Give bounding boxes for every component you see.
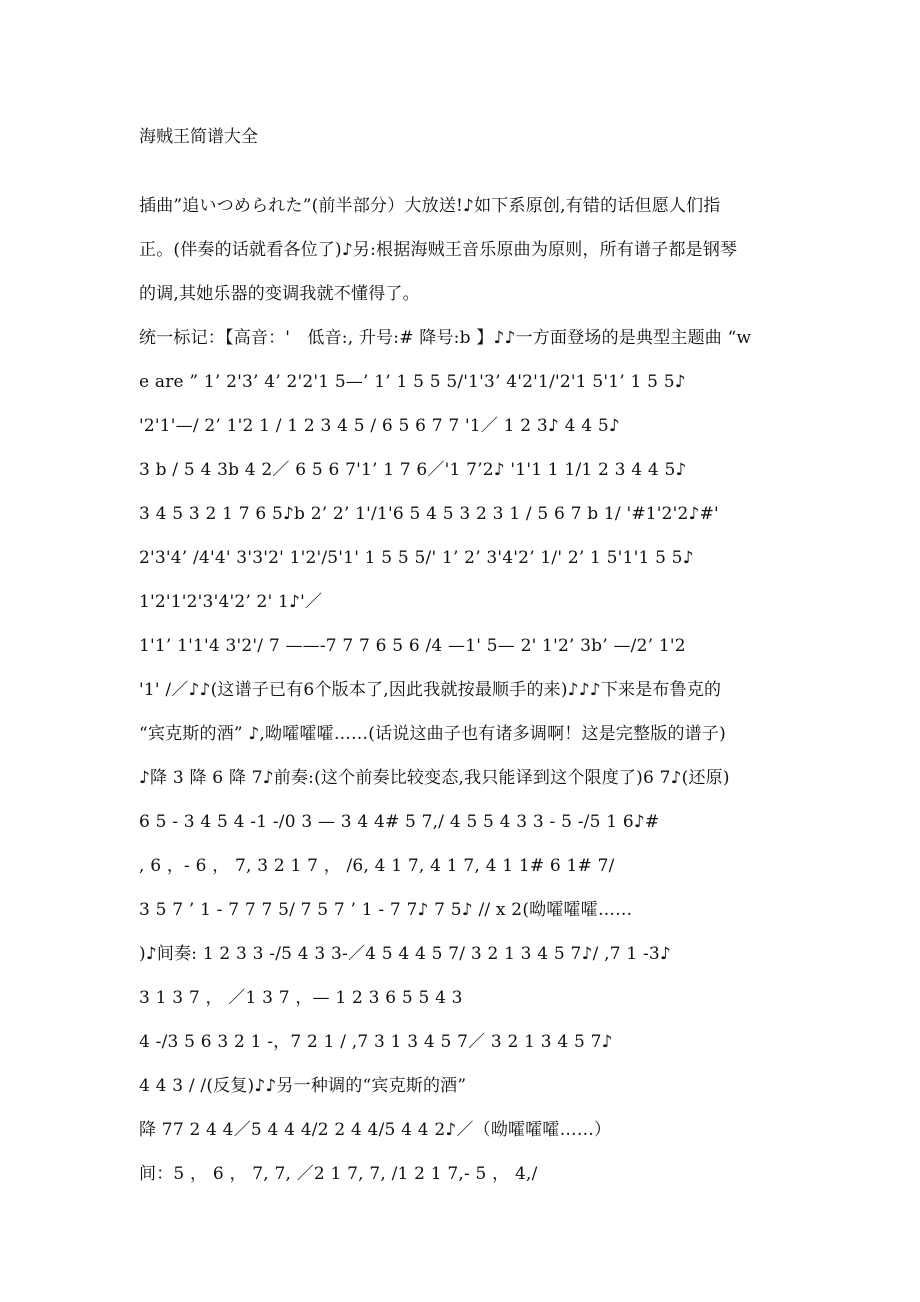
text-line: , 6 ，- 6 ， 7, 3 2 1 7 ， /6, 4 1 7, 4 1 7, 4 1 1# 6 1# 7/ <box>139 856 615 876</box>
text-line: 3 5 7 ’ 1 - 7 7 7 5/ 7 5 7 ’ 1 - 7 7♪ 7 5♪ // x 2(呦嚯嚯嚯…… <box>139 900 633 920</box>
text-line: 3 1 3 7 ， ／1 3 7 ，— 1 2 3 6 5 5 4 3 <box>139 988 463 1008</box>
text-line: 统一标记：【高音：' 低音:, 升号:# 降号:b 】♪♪一方面登场的是典型主题曲 “w <box>139 328 752 348</box>
text-line: '1' /／♪♪(这谱子已有6个版本了,因此我就按最顺手的来)♪♪♪下来是布鲁克的 <box>139 680 722 700</box>
text-line: 的调,其她乐器的变调我就不懂得了。 <box>139 284 420 304</box>
text-line: 1'1’ 1'1'4 3'2'/ 7 ——-7 7 7 6 5 6 /4 —1' 5— 2' 1'2’ 3b’ —/2’ 1'2 <box>139 636 686 656</box>
text-line: ♪降 3 降 6 降 7♪前奏:(这个前奏比较变态,我只能译到这个限度了)6 7♪(还原) <box>139 768 730 788</box>
text-line: 间：5 ， 6 ， 7, 7, ／2 1 7, 7, /1 2 1 7,- 5 ， 4,/ <box>139 1164 538 1184</box>
text-line: '2'1'—/ 2’ 1'2 1 / 1 2 3 4 5 / 6 5 6 7 7 '1／ 1 2 3♪ 4 4 5♪ <box>139 416 620 436</box>
text-line: 2'3'4’ /4'4' 3'3'2' 1'2'/5'1' 1 5 5 5/' 1’ 2’ 3'4'2’ 1/' 2’ 1 5'1'1 5 5♪ <box>139 548 694 568</box>
text-line: 6 5 - 3 4 5 4 -1 -/0 3 — 3 4 4# 5 7,/ 4 5 5 4 3 3 - 5 -/5 1 6♪# <box>139 812 660 832</box>
text-line: e are ” 1’ 2'3’ 4’ 2'2'1 5—’ 1’ 1 5 5 5/'1'3’ 4'2'1/'2'1 5'1’ 1 5 5♪ <box>139 372 686 392</box>
text-line: 1'2'1'2'3'4'2’ 2' 1♪'／ <box>139 592 323 612</box>
text-line: 3 4 5 3 2 1 7 6 5♪b 2’ 2’ 1'/1'6 5 4 5 3 2 3 1 / 5 6 7 b 1/ '#1'2'2♪#' <box>139 504 719 524</box>
text-line: 降 77 2 4 4／5 4 4 4/2 2 4 4/5 4 4 2♪／（呦嚯嚯嚯……） <box>139 1120 612 1140</box>
text-line: )♪间奏: 1 2 3 3 -/5 4 3 3-／4 5 4 4 5 7/ 3 2 1 3 4 5 7♪/ ,7 1 -3♪ <box>139 944 671 964</box>
text-line: “宾克斯的酒” ♪,呦嚯嚯嚯……(话说这曲子也有诸多调啊！这是完整版的谱子) <box>139 724 726 744</box>
text-line: 4 -/3 5 6 3 2 1 -，7 2 1 / ,7 3 1 3 4 5 7／ 3 2 1 3 4 5 7♪ <box>139 1032 613 1052</box>
text-line: 4 4 3 / /(反复)♪♪另一种调的“宾克斯的酒” <box>139 1076 467 1096</box>
text-line: 插曲”追いつめられた”(前半部分）大放送!♪如下系原创,有错的话但愿人们指 <box>139 196 721 216</box>
text-line: 正。(伴奏的话就看各位了)♪另:根据海贼王音乐原曲为原则，所有谱子都是钢琴 <box>139 240 738 260</box>
text-line: 3 b / 5 4 3b 4 2／ 6 5 6 7'1’ 1 7 6／'1 7’2♪ '1'1 1 1/1 2 3 4 4 5♪ <box>139 460 687 480</box>
document-title: 海贼王简谱大全 <box>139 127 258 147</box>
